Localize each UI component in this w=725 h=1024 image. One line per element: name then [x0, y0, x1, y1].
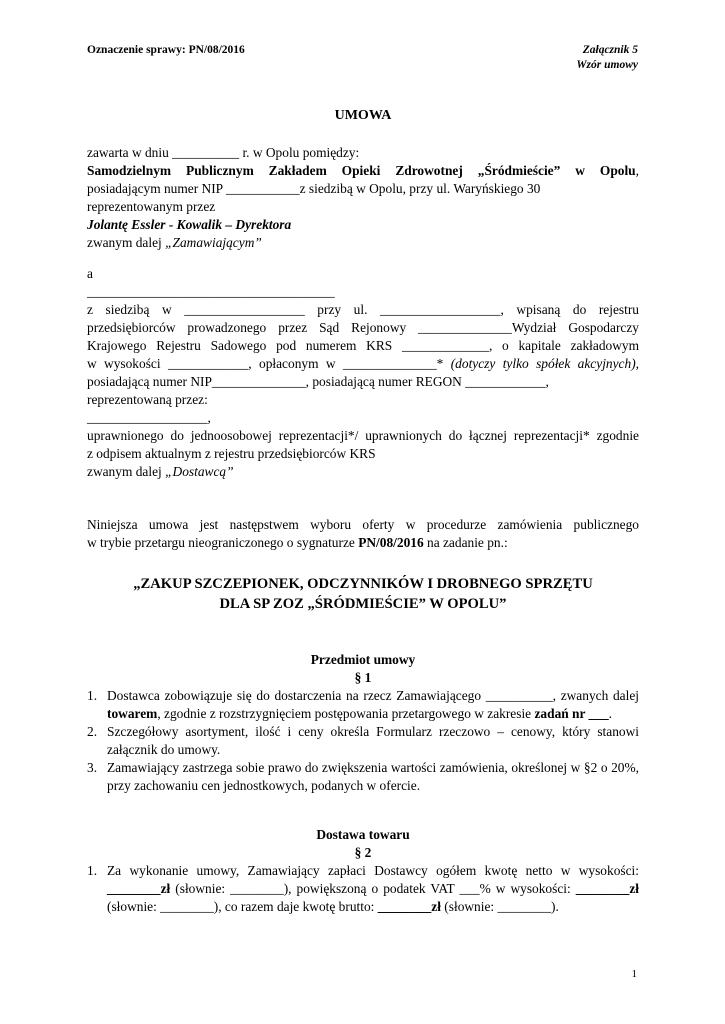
- item-1-text: , zgodnie z rozstrzygnięciem postępowania przetargowego w zakresie: [157, 706, 535, 721]
- section-2-heading: Dostawa towaru: [316, 827, 410, 842]
- contractor-alias-line: [87, 463, 639, 481]
- section-1-heading: Przedmiot umowy: [310, 652, 416, 667]
- net-amount: ________zł: [107, 881, 171, 896]
- item-1-line-2: [107, 705, 639, 723]
- subject-title-line-2: DLA SP ZOZ „ŚRÓDMIEŚCIE” W OPOLU”: [219, 596, 507, 612]
- contractor-name-blank: _____________________________________: [87, 284, 335, 299]
- item-3-line-2: przy zachowaniu cen jednostkowych, podanych w ofercie.: [107, 778, 421, 793]
- item-2-line-2: załącznik do umowy.: [107, 742, 221, 757]
- payment-item-number: 1.: [87, 863, 98, 878]
- contractor-capital-line: [87, 355, 639, 373]
- item-3-number: 3.: [87, 760, 98, 775]
- client-alias-line: [87, 234, 639, 252]
- contractor-represented-line: reprezentowaną przez:: [87, 392, 208, 407]
- item-1-number: 1.: [87, 688, 98, 703]
- intro-line-2: [87, 534, 639, 552]
- item-3-line-1: Zamawiający zastrzega sobie prawo do zwiększenia wartości zamówienia, określonej w §2 o 20%,: [107, 760, 639, 775]
- case-reference: Oznaczenie sprawy: PN/08/2016: [87, 44, 245, 56]
- vat-amount: ________zł: [575, 881, 639, 896]
- intro-line-1: Niniejsza umowa jest następstwem wyboru oferty w procedurze zamówienia publicznego: [87, 517, 639, 532]
- contractor-alias: „Dostawcą”: [165, 464, 234, 479]
- and-conjunction: a: [87, 266, 93, 281]
- client-alias-prefix: zwanym dalej: [87, 235, 166, 250]
- page-number: 1: [631, 968, 637, 980]
- gross-amount: ________zł: [377, 899, 441, 914]
- payment-line-3: [107, 898, 639, 916]
- client-director: Jolantę Essler - Kowalik – Dyrektora: [87, 217, 292, 232]
- contractor-nip-regon-line: posiadającą numer NIP______________, posiadającą numer REGON ____________,: [87, 374, 549, 389]
- vat-text: (słownie: ________), powiększoną o podatek VAT ___% w wysokości:: [170, 881, 576, 896]
- gross-text: (słownie: ________), co razem daje kwotę brutto:: [107, 899, 378, 914]
- section-1-paragraph-sign: § 1: [354, 670, 372, 685]
- contractor-court-line: przedsiębiorców prowadzonego przez Sąd Rejonowy ______________Wydział Gospodarczy: [87, 320, 639, 335]
- intro-text: w trybie przetargu nieograniczonego o sygnaturze: [87, 535, 359, 550]
- contractor-representative-blank: __________________,: [87, 410, 211, 425]
- item-1-period: .: [608, 706, 613, 721]
- contract-date-line: zawarta w dniu __________ r. w Opolu pomiędzy:: [87, 145, 360, 160]
- item-1-line-1: Dostawca zobowiązuje się do dostarczenia na rzecz Zamawiającego __________, zwanych dalej: [107, 688, 639, 703]
- contractor-alias-prefix: zwanym dalej: [87, 464, 166, 479]
- contractor-krs-line: Krajowego Rejestru Sadowego pod numerem KRS _____________, o kapitale zakładowym: [87, 338, 639, 353]
- client-nip-line: posiadającym numer NIP ___________z siedzibą w Opolu, przy ul. Waryńskiego 30: [87, 181, 541, 196]
- contractor-capital-text: w wysokości ____________, opłaconym w ______________*: [87, 356, 451, 371]
- payment-line-1: Za wykonanie umowy, Zamawiający zapłaci Dostawcy ogółem kwotę netto w wysokości:: [107, 863, 639, 878]
- client-name: Samodzielnym Publicznym Zakładem Opieki Zdrowotnej „Śródmieście” w Opolu: [87, 163, 636, 178]
- client-name-line: [87, 162, 639, 180]
- client-represented-line: reprezentowanym przez: [87, 199, 216, 214]
- subject-title-line-1: „ZAKUP SZCZEPIONEK, ODCZYNNIKÓW I DROBNEGO SPRZĘTU: [133, 576, 593, 592]
- client-name-comma: ,: [635, 163, 639, 178]
- contractor-register-line: z odpisem aktualnym z rejestru przedsiębiorców KRS: [87, 446, 376, 461]
- item-2-line-1: Szczegółowy asortyment, ilość i ceny określa Formularz rzeczowo – cenowy, który stanowi: [107, 724, 639, 739]
- contractor-capital-note: (dotyczy tylko spółek akcyjnych),: [450, 356, 639, 371]
- contractor-authorization-line: uprawnionego do jednoosobowej reprezentacji*/ uprawnionych do łącznej reprezentacji* zgodnie: [87, 428, 639, 443]
- case-signature: PN/08/2016: [358, 535, 424, 550]
- contractor-seat-line: z siedzibą w __________________ przy ul. __________________, wpisaną do rejestru: [87, 302, 639, 317]
- document-title: UMOWA: [334, 108, 392, 123]
- goods-term: towarem: [107, 706, 158, 721]
- template-label: Wzór umowy: [576, 59, 638, 71]
- client-alias: „Zamawiającym”: [165, 235, 262, 250]
- section-2-paragraph-sign: § 2: [354, 845, 372, 860]
- attachment-label: Załącznik 5: [582, 44, 638, 56]
- gross-words: (słownie: ________).: [440, 899, 559, 914]
- payment-line-2: [107, 880, 639, 898]
- intro-task: na zadanie pn.:: [423, 535, 508, 550]
- task-numbers: zadań nr ___: [534, 706, 609, 721]
- item-2-number: 2.: [87, 724, 98, 739]
